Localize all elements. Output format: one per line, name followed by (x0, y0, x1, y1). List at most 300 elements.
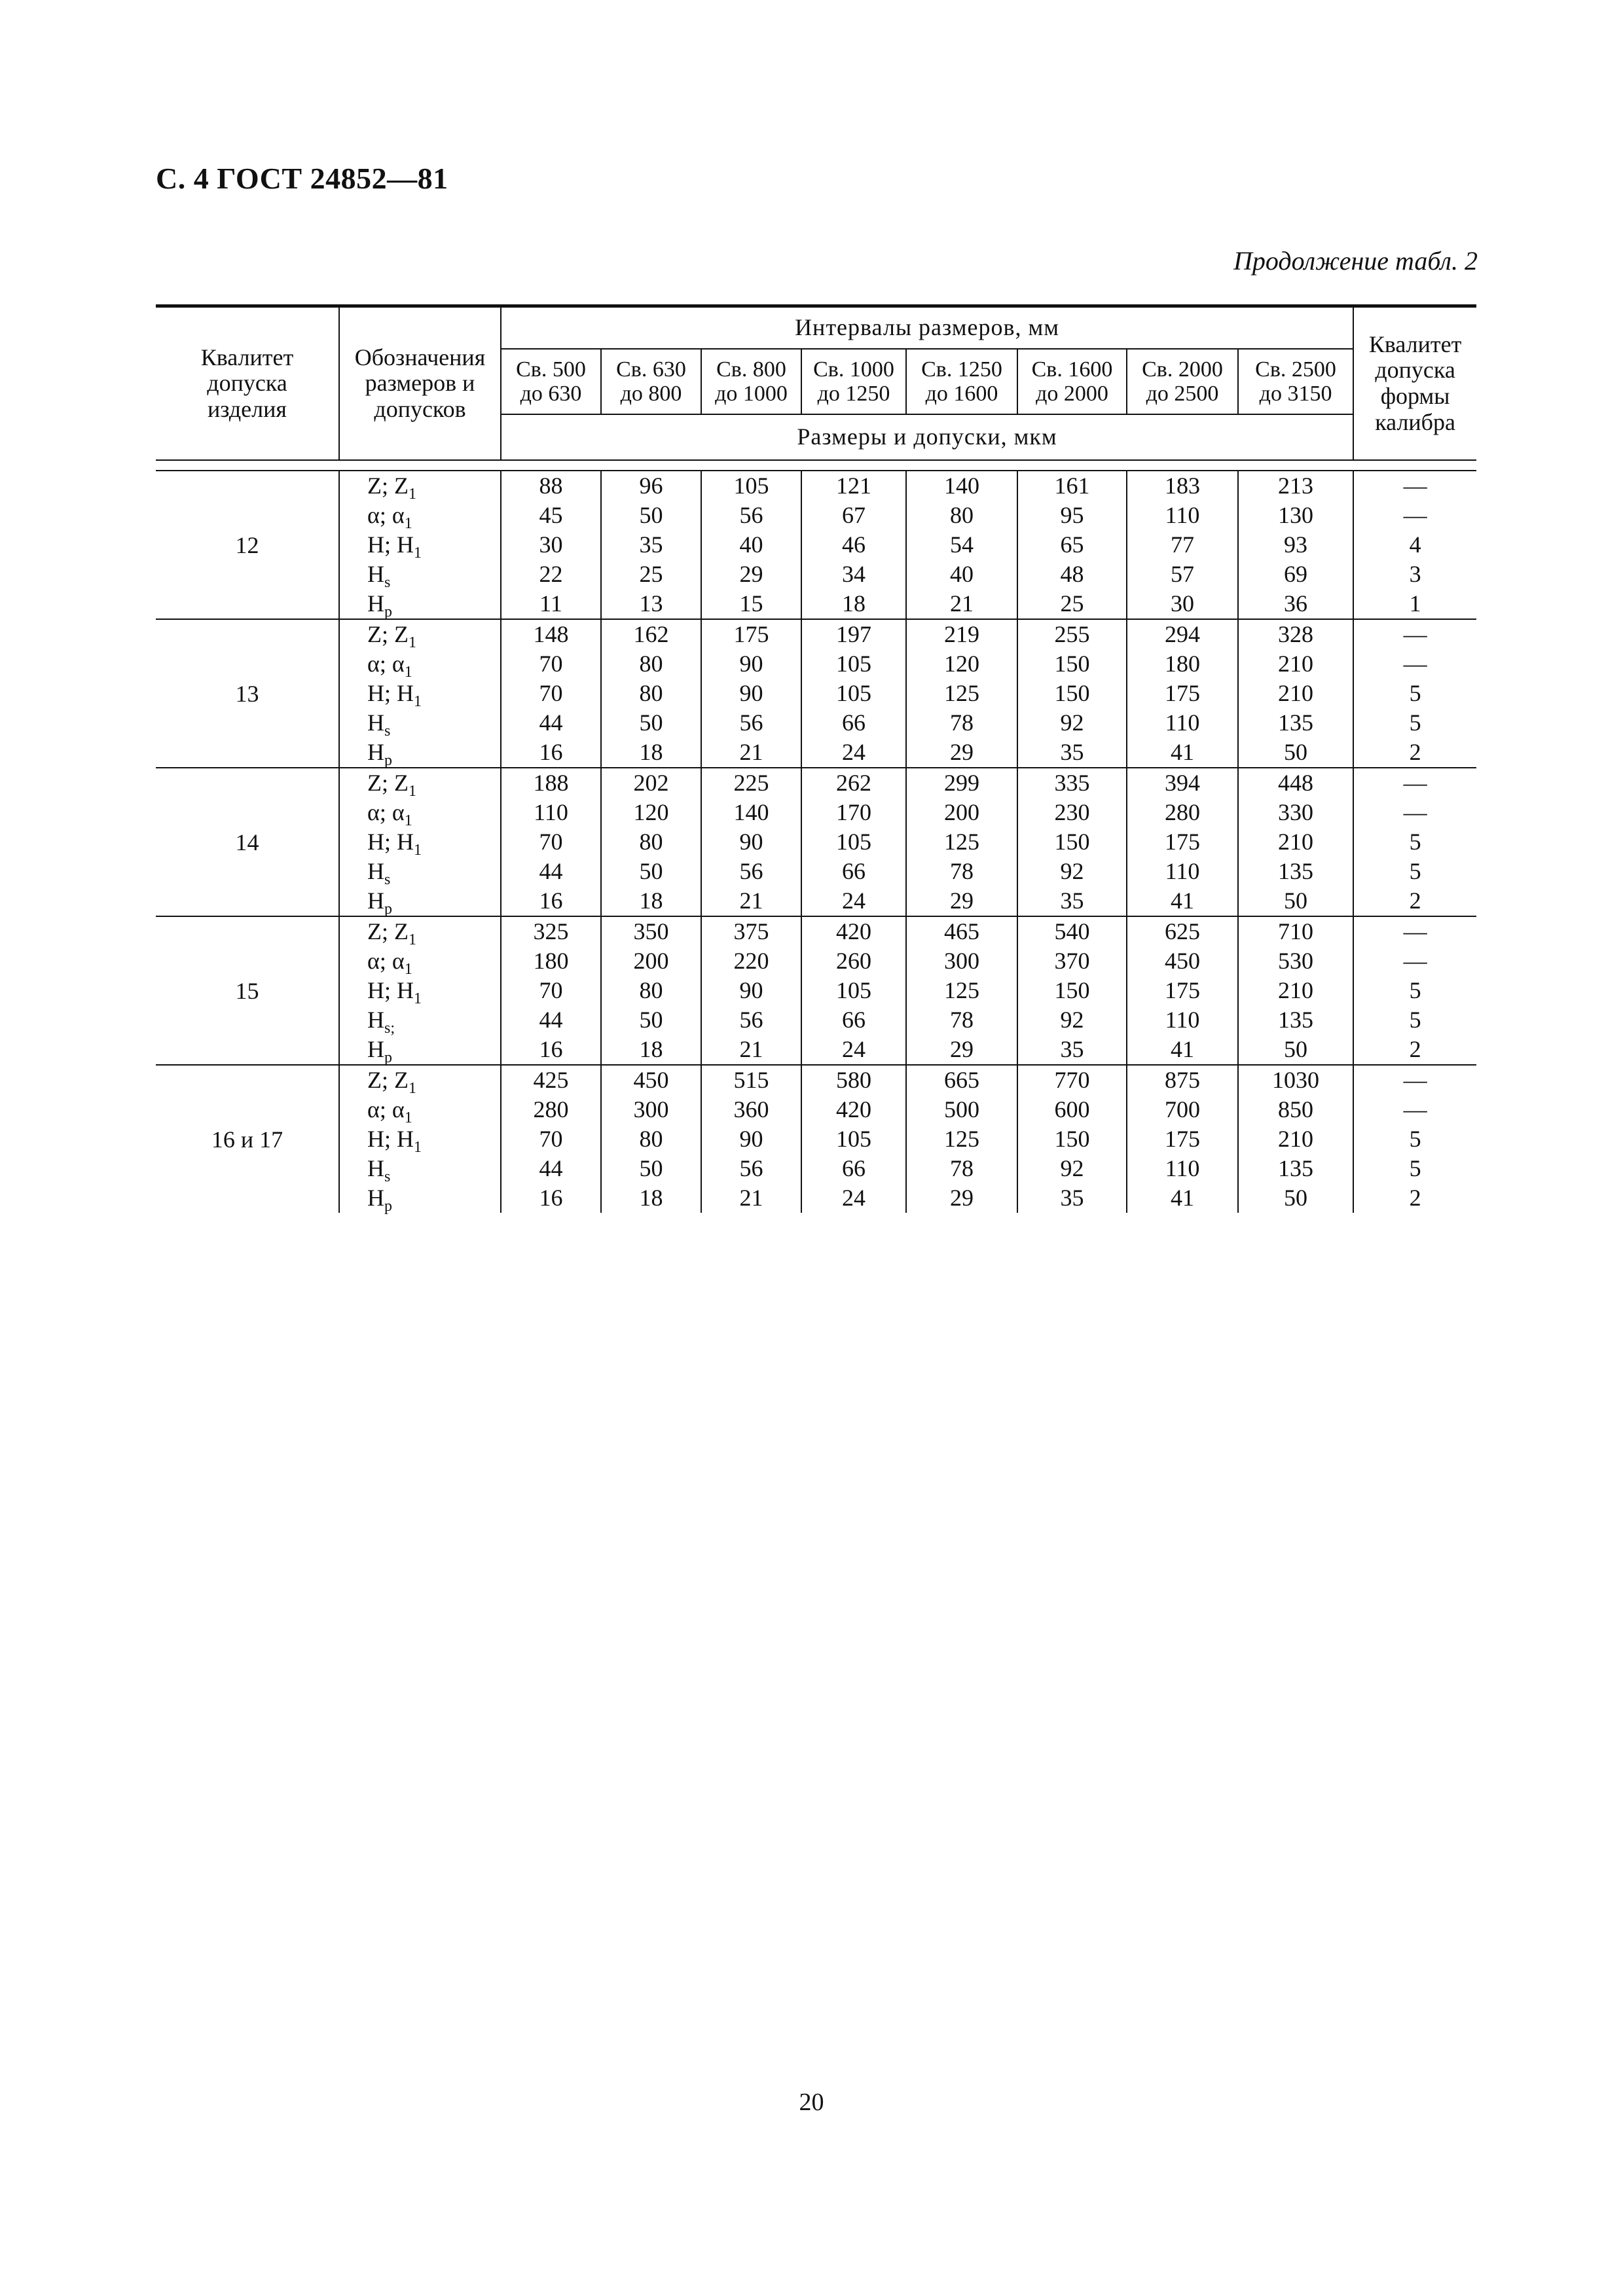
header-symbols-line: размеров и (365, 370, 475, 397)
value-line: 35 (1060, 739, 1084, 765)
gauge-line: 2 (1409, 1185, 1421, 1211)
symbol-subscript: 1 (414, 1139, 422, 1157)
value-cell (1017, 619, 1127, 768)
value-cell (1238, 916, 1353, 1065)
symbol-subscript: 1 (408, 1080, 416, 1098)
value-line: 70 (539, 977, 563, 1003)
value-line: 24 (842, 739, 866, 765)
symbol-line (367, 1154, 500, 1186)
table-body (156, 460, 1476, 1213)
value-line: 90 (739, 680, 763, 706)
value-line: 50 (639, 709, 663, 736)
value-line: 150 (1054, 651, 1090, 677)
symbol-line (367, 946, 500, 976)
value-line: 66 (842, 709, 866, 736)
value-line: 420 (836, 918, 871, 944)
value-line: 46 (842, 531, 866, 558)
symbol-main: H; H (367, 977, 414, 1003)
value-line: 92 (1060, 1007, 1084, 1033)
value-line: 175 (1165, 977, 1200, 1003)
quality-cell: 16 и 17 (156, 1065, 339, 1213)
value-line: 45 (539, 502, 563, 528)
quality-cell: 12 (235, 531, 259, 558)
value-line: 219 (944, 621, 979, 647)
value-line: 200 (944, 799, 979, 825)
symbol-subscript: s (384, 723, 391, 740)
value-line: 135 (1278, 858, 1314, 884)
symbol-subscript: p (384, 752, 392, 770)
value-line: 13 (639, 590, 663, 617)
value-line: 77 (1171, 531, 1194, 558)
symbol-main: α; α (367, 948, 405, 974)
value-line: 50 (639, 502, 663, 528)
value-line: 183 (1165, 473, 1200, 499)
value-line: 80 (639, 651, 663, 677)
value-line: 120 (944, 651, 979, 677)
value-cell (906, 619, 1017, 768)
gauge-line: 5 (1409, 977, 1421, 1003)
value-line: 30 (539, 531, 563, 558)
gauge-line: 5 (1409, 858, 1421, 884)
size-range-header (1238, 349, 1353, 414)
size-range-line: Св. 1000 (813, 357, 894, 382)
symbol-line (367, 917, 500, 949)
value-line: 69 (1284, 561, 1308, 587)
value-line: 35 (1060, 1036, 1084, 1062)
value-line: 175 (1165, 1126, 1200, 1152)
symbol-subscript: 1 (414, 693, 422, 711)
value-line: 540 (1054, 918, 1090, 944)
value-line: 29 (950, 739, 974, 765)
quality-cell: 14 (156, 768, 339, 916)
value-cell (501, 619, 601, 768)
value-line: 530 (1278, 948, 1314, 974)
value-cell (906, 471, 1017, 619)
symbol-main: H (367, 739, 384, 765)
value-cell (1017, 471, 1127, 619)
gauge-line: — (1403, 473, 1427, 499)
symbol-cell (339, 768, 501, 916)
value-line: 665 (944, 1067, 979, 1093)
symbol-subscript: 1 (408, 634, 416, 652)
value-line: 175 (733, 621, 769, 647)
value-line: 80 (639, 829, 663, 855)
value-line: 24 (842, 1185, 866, 1211)
value-line: 425 (533, 1067, 569, 1093)
symbol-subscript: p (384, 901, 392, 918)
size-range-line: Св. 800 (716, 357, 786, 382)
value-cell (1238, 768, 1353, 916)
header-symbols-line: допусков (374, 395, 466, 422)
value-line: 35 (1060, 1185, 1084, 1211)
symbol-line (367, 649, 500, 679)
value-line: 48 (1060, 561, 1084, 587)
gauge-quality-cell (1353, 471, 1476, 619)
value-line: 135 (1278, 1007, 1314, 1033)
size-range-line: до 800 (620, 382, 682, 406)
value-cell (701, 471, 801, 619)
header-gauge-line: допуска (1375, 357, 1455, 384)
size-range-line: Св. 630 (616, 357, 686, 382)
value-line: 95 (1060, 502, 1084, 528)
value-line: 41 (1171, 1185, 1194, 1211)
symbol-subscript: 1 (404, 664, 412, 681)
value-cell (701, 1065, 801, 1213)
table-continuation-label: Продолжение табл. 2 (1233, 246, 1478, 276)
value-cell (1127, 619, 1238, 768)
value-line: 50 (639, 1155, 663, 1181)
value-cell (701, 768, 801, 916)
value-line: 150 (1054, 829, 1090, 855)
value-line: 110 (1165, 858, 1200, 884)
value-line: 80 (950, 502, 974, 528)
symbol-subscript: 1 (414, 842, 422, 859)
value-line: 105 (836, 977, 871, 1003)
symbol-main: H (367, 1007, 384, 1033)
value-line: 29 (739, 561, 763, 587)
value-line: 50 (1284, 1036, 1308, 1062)
table-header (156, 306, 1476, 461)
symbol-main: α; α (367, 651, 405, 677)
value-line: 67 (842, 502, 866, 528)
value-cell (801, 471, 906, 619)
value-line: 300 (944, 948, 979, 974)
symbol-subscript: 1 (408, 783, 416, 800)
value-line: 36 (1284, 590, 1308, 617)
gauge-line: 5 (1409, 1007, 1421, 1033)
value-cell (1017, 916, 1127, 1065)
value-line: 24 (842, 888, 866, 914)
value-line: 18 (842, 590, 866, 617)
gauge-quality-cell (1353, 916, 1476, 1065)
value-line: 175 (1165, 680, 1200, 706)
symbol-subscript: s (384, 871, 391, 889)
value-line: 465 (944, 918, 979, 944)
symbol-cell (339, 619, 501, 768)
symbol-line (367, 501, 500, 533)
value-line: 280 (533, 1096, 569, 1122)
value-line: 200 (633, 948, 669, 974)
quality-cell: 13 (156, 619, 339, 768)
symbol-main: H (367, 709, 384, 736)
table-row (156, 916, 1476, 1065)
symbol-main: H (367, 1036, 384, 1062)
value-line: 105 (836, 1126, 871, 1152)
header-intervals-title: Интервалы размеров, мм (501, 306, 1353, 350)
symbol-line (367, 1005, 500, 1035)
value-cell (501, 768, 601, 916)
value-line: 44 (539, 709, 563, 736)
value-line: 450 (633, 1067, 669, 1093)
symbol-subscript: p (384, 1049, 392, 1067)
symbol-line (367, 471, 500, 501)
value-line: 56 (739, 709, 763, 736)
symbol-main: α; α (367, 1096, 405, 1122)
tolerance-table (156, 304, 1476, 1213)
gauge-line: 4 (1409, 531, 1421, 558)
value-line: 90 (739, 829, 763, 855)
value-cell (601, 619, 701, 768)
size-range-line: до 1000 (715, 382, 788, 406)
value-line: 16 (539, 1036, 563, 1062)
symbol-main: H; H (367, 531, 414, 558)
value-line: 41 (1171, 888, 1194, 914)
value-line: 255 (1054, 621, 1090, 647)
symbol-line (367, 886, 500, 916)
symbol-line (367, 708, 500, 738)
value-line: 90 (739, 1126, 763, 1152)
symbol-line (367, 768, 500, 798)
symbol-main: α; α (367, 799, 405, 825)
size-range-line: до 1600 (925, 382, 998, 406)
value-cell (906, 916, 1017, 1065)
value-cell (1127, 916, 1238, 1065)
symbol-main: H; H (367, 1126, 414, 1152)
size-range-header (1017, 349, 1127, 414)
value-line: 21 (739, 739, 763, 765)
value-line: 34 (842, 561, 866, 587)
value-line: 148 (533, 621, 569, 647)
gauge-line: — (1403, 1067, 1427, 1093)
value-line: 80 (639, 1126, 663, 1152)
value-line: 294 (1165, 621, 1200, 647)
value-line: 44 (539, 858, 563, 884)
value-line: 78 (950, 858, 974, 884)
value-line: 325 (533, 918, 569, 944)
size-range-line: до 3150 (1259, 382, 1332, 406)
value-cell (501, 471, 601, 619)
value-cell (1127, 1065, 1238, 1213)
symbol-line (367, 1066, 500, 1098)
value-line: 21 (950, 590, 974, 617)
symbol-line (367, 976, 500, 1008)
value-line: 875 (1165, 1067, 1200, 1093)
value-line: 120 (633, 799, 669, 825)
symbol-subscript: s (384, 1168, 391, 1186)
value-line: 93 (1284, 531, 1308, 558)
size-range-line: до 1250 (817, 382, 890, 406)
size-range-header (701, 349, 801, 414)
gauge-line: 1 (1409, 590, 1421, 617)
value-line: 450 (1165, 948, 1200, 974)
value-cell (801, 768, 906, 916)
symbol-main: H; H (367, 680, 414, 706)
gauge-quality-cell (1353, 768, 1476, 916)
value-cell (601, 471, 701, 619)
symbol-subscript: s; (384, 1020, 395, 1037)
gauge-line: — (1403, 948, 1427, 974)
value-line: 230 (1054, 799, 1090, 825)
value-line: 280 (1165, 799, 1200, 825)
size-range-header (601, 349, 701, 414)
value-line: 210 (1278, 829, 1314, 855)
value-line: 11 (539, 590, 562, 617)
value-line: 66 (842, 1007, 866, 1033)
value-line: 92 (1060, 1155, 1084, 1181)
value-line: 40 (739, 531, 763, 558)
symbol-main: H; H (367, 829, 414, 855)
symbol-main: H (367, 590, 384, 617)
value-cell (601, 768, 701, 916)
value-cell (906, 768, 1017, 916)
value-line: 150 (1054, 1126, 1090, 1152)
value-cell (1127, 768, 1238, 916)
value-line: 56 (739, 1155, 763, 1181)
value-line: 21 (739, 888, 763, 914)
value-line: 24 (842, 1036, 866, 1062)
value-line: 80 (639, 680, 663, 706)
value-line: 70 (539, 651, 563, 677)
value-line: 300 (633, 1096, 669, 1122)
value-line: 92 (1060, 858, 1084, 884)
header-gauge-quality (1353, 306, 1476, 461)
value-line: 105 (836, 651, 871, 677)
value-line: 22 (539, 561, 563, 587)
value-line: 70 (539, 1126, 563, 1152)
value-line: 625 (1165, 918, 1200, 944)
value-line: 125 (944, 829, 979, 855)
value-line: 188 (533, 770, 569, 796)
value-line: 375 (733, 918, 769, 944)
symbol-main: H (367, 858, 384, 884)
value-line: 335 (1054, 770, 1090, 796)
value-line: 150 (1054, 977, 1090, 1003)
value-line: 66 (842, 858, 866, 884)
value-line: 121 (836, 473, 871, 499)
value-line: 220 (733, 948, 769, 974)
value-line: 90 (739, 977, 763, 1003)
value-line: 56 (739, 858, 763, 884)
value-line: 130 (1278, 502, 1314, 528)
value-line: 110 (1165, 1007, 1200, 1033)
value-line: 56 (739, 502, 763, 528)
value-line: 210 (1278, 680, 1314, 706)
symbol-cell (339, 916, 501, 1065)
size-range-line: Св. 2500 (1255, 357, 1336, 382)
symbol-subscript: 1 (404, 1109, 412, 1127)
value-cell (701, 916, 801, 1065)
value-line: 110 (1165, 502, 1200, 528)
value-cell (501, 1065, 601, 1213)
size-range-line: Св. 500 (516, 357, 586, 382)
value-line: 80 (639, 977, 663, 1003)
value-line: 78 (950, 1007, 974, 1033)
value-line: 90 (739, 651, 763, 677)
value-line: 56 (739, 1007, 763, 1033)
value-line: 170 (836, 799, 871, 825)
size-range-line: до 2500 (1146, 382, 1219, 406)
value-line: 41 (1171, 739, 1194, 765)
gauge-quality-cell (1353, 619, 1476, 768)
value-line: 394 (1165, 770, 1200, 796)
size-range-header (501, 349, 601, 414)
gauge-line: — (1403, 918, 1427, 944)
gauge-line: 5 (1409, 680, 1421, 706)
gauge-line: — (1403, 1096, 1427, 1122)
value-line: 29 (950, 1185, 974, 1211)
value-line: 70 (539, 829, 563, 855)
symbol-main: H (367, 561, 384, 587)
value-line: 88 (539, 473, 563, 499)
value-line: 135 (1278, 709, 1314, 736)
value-line: 96 (639, 473, 663, 499)
value-line: 18 (639, 1036, 663, 1062)
header-separator (156, 460, 1476, 471)
symbol-subscript: 1 (404, 812, 412, 830)
symbol-line (367, 857, 500, 889)
value-line: 78 (950, 1155, 974, 1181)
symbol-subscript: 1 (414, 545, 422, 562)
value-line: 225 (733, 770, 769, 796)
size-range-line: Св. 1250 (921, 357, 1002, 382)
symbol-subscript: 1 (404, 515, 412, 533)
value-line: 50 (639, 1007, 663, 1033)
value-line: 105 (836, 829, 871, 855)
value-line: 370 (1054, 948, 1090, 974)
value-cell (1017, 768, 1127, 916)
value-line: 162 (633, 621, 669, 647)
value-cell (801, 619, 906, 768)
size-range-header (1127, 349, 1238, 414)
symbol-subscript: 1 (408, 486, 416, 503)
value-line: 770 (1054, 1067, 1090, 1093)
gauge-line: — (1403, 621, 1427, 647)
value-line: 161 (1054, 473, 1090, 499)
quality-cell: 15 (156, 916, 339, 1065)
symbol-line (367, 530, 500, 560)
value-line: 360 (733, 1096, 769, 1122)
value-line: 420 (836, 1096, 871, 1122)
symbol-line (367, 827, 500, 857)
value-line: 35 (1060, 888, 1084, 914)
header-gauge-line: калибра (1375, 408, 1455, 435)
value-line: 110 (1165, 709, 1200, 736)
value-line: 850 (1278, 1096, 1314, 1122)
value-cell (1238, 1065, 1353, 1213)
size-range-line: до 630 (520, 382, 582, 406)
page-number: 20 (799, 2089, 824, 2116)
value-line: 140 (733, 799, 769, 825)
table-row (156, 471, 1476, 619)
header-symbols (339, 306, 501, 461)
header-quality (156, 306, 339, 461)
value-cell (1238, 471, 1353, 619)
value-line: 202 (633, 770, 669, 796)
value-line: 54 (950, 531, 974, 558)
value-line: 140 (944, 473, 979, 499)
value-line: 25 (639, 561, 663, 587)
value-line: 210 (1278, 977, 1314, 1003)
size-range-line: Св. 1600 (1031, 357, 1113, 382)
symbol-subscript: 1 (408, 931, 416, 949)
value-cell (1127, 471, 1238, 619)
header-quality-line: Квалитет (200, 344, 294, 370)
value-line: 213 (1278, 473, 1314, 499)
value-line: 262 (836, 770, 871, 796)
page-title: С. 4 ГОСТ 24852—81 (156, 162, 448, 195)
value-line: 30 (1171, 590, 1194, 617)
symbol-line (367, 738, 500, 770)
gauge-line: — (1403, 502, 1427, 528)
value-line: 105 (836, 680, 871, 706)
symbol-line (367, 1183, 500, 1213)
value-line: 299 (944, 770, 979, 796)
gauge-line: — (1403, 651, 1427, 677)
symbol-main: H (367, 888, 384, 914)
value-line: 700 (1165, 1096, 1200, 1122)
value-line: 44 (539, 1007, 563, 1033)
value-line: 350 (633, 918, 669, 944)
